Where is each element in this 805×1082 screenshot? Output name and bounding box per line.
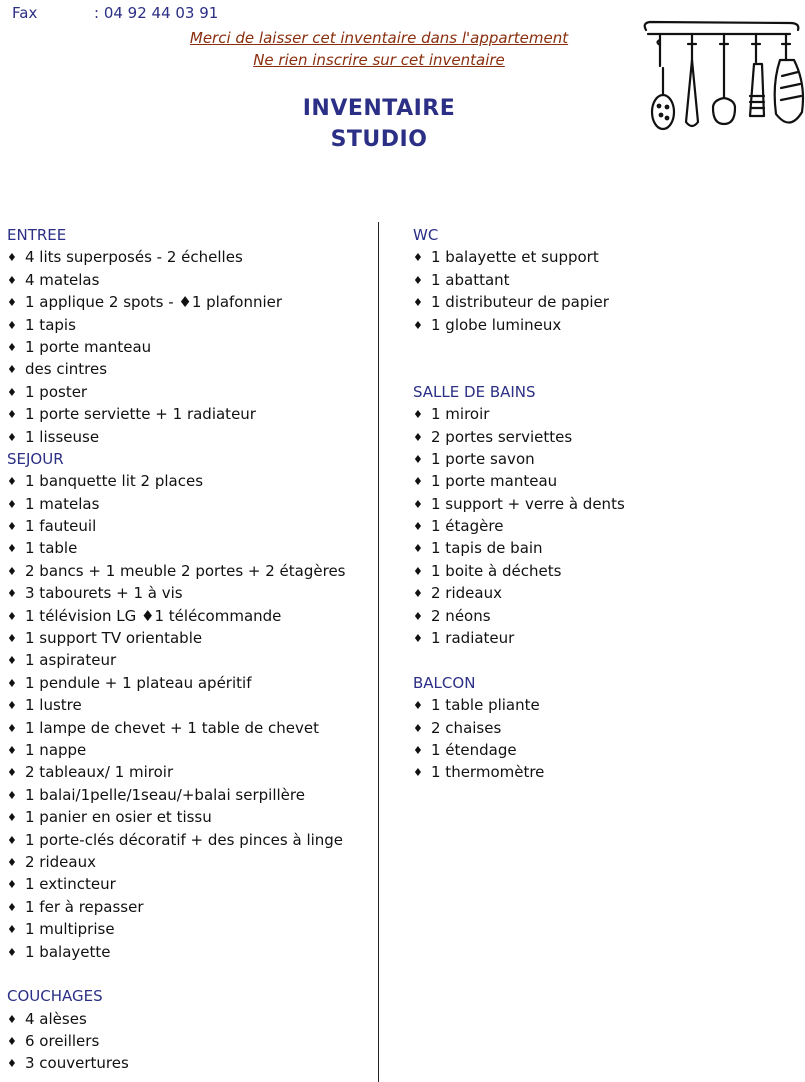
bullet-icon: ♦ [7, 385, 17, 399]
column-divider [378, 222, 379, 1082]
inventory-item-text: 1 banquette lit 2 places [25, 472, 204, 491]
section-title-balcon: BALCON [413, 673, 476, 692]
bullet-icon: ♦ [7, 520, 17, 534]
inventory-item [7, 493, 377, 515]
bullet-icon: ♦ [7, 676, 17, 690]
left-column [7, 224, 377, 1075]
bullet-icon: ♦ [413, 766, 423, 780]
inventory-item [7, 269, 377, 291]
bullet-icon: ♦ [7, 788, 17, 802]
inventory-item [413, 448, 803, 470]
inventory-item [413, 291, 803, 313]
inventory-item-text: 1 miroir [431, 405, 490, 424]
inventory-item-text: 1 multiprise [25, 920, 115, 939]
inventory-item-text: 1 pendule + 1 plateau apéritif [25, 673, 252, 692]
bullet-icon: ♦ [7, 1057, 17, 1071]
inventory-item [7, 896, 377, 918]
inventory-item [413, 493, 803, 515]
bullet-icon: ♦ [7, 721, 17, 735]
inventory-item-text: 1 fauteuil [25, 517, 97, 536]
inventory-item [7, 560, 377, 582]
page-title: INVENTAIRE [302, 96, 456, 121]
bullet-icon: ♦ [7, 497, 17, 511]
inventory-item [7, 672, 377, 694]
inventory-item [413, 426, 803, 448]
inventory-item-text: 1 lisseuse [25, 427, 100, 446]
fax-number: : 04 92 44 03 91 [94, 4, 219, 22]
inventory-item-text: 1 table pliante [431, 696, 540, 715]
section-items-salle-de-bains [413, 403, 803, 649]
inventory-item-text: 3 couvertures [25, 1054, 129, 1073]
kitchen-utensils-icon [640, 14, 805, 136]
bullet-icon: ♦ [7, 699, 17, 713]
bullet-icon: ♦ [7, 251, 17, 265]
inventory-item-text: 1 distributeur de papier [431, 293, 609, 312]
bullet-icon: ♦ [413, 721, 423, 735]
section-items-balcon [413, 694, 803, 784]
section-title-wc: WC [413, 226, 439, 244]
inventory-item [7, 717, 377, 739]
bullet-icon: ♦ [7, 542, 17, 556]
notice-do-not-write: Ne rien inscrire sur cet inventaire [253, 51, 505, 69]
bullet-icon: ♦ [7, 609, 17, 623]
bullet-icon: ♦ [7, 766, 17, 780]
inventory-item [413, 470, 803, 492]
inventory-item-text: des cintres [25, 360, 108, 379]
bullet-icon: ♦ [7, 430, 17, 444]
inventory-item [7, 426, 377, 448]
bullet-icon: ♦ [7, 587, 17, 601]
inventory-item-text: 1 poster [25, 382, 88, 401]
bullet-icon: ♦ [7, 296, 17, 310]
inventory-item [7, 918, 377, 940]
bullet-icon: ♦ [413, 430, 423, 444]
bullet-icon: ♦ [7, 318, 17, 332]
bullet-icon: ♦ [413, 542, 423, 556]
bullet-icon: ♦ [7, 743, 17, 757]
inventory-item [7, 627, 377, 649]
inventory-item-text: 1 étagère [431, 517, 504, 536]
bullet-icon: ♦ [413, 743, 423, 757]
inventory-item [7, 515, 377, 537]
bullet-icon: ♦ [413, 251, 423, 265]
bullet-icon: ♦ [7, 1035, 17, 1049]
inventory-item [7, 649, 377, 671]
inventory-item-text: 1 thermomètre [431, 763, 545, 782]
inventory-item-text: 1 balai/1pelle/1seau/+balai serpillère [25, 785, 305, 804]
inventory-item-text: 1 nappe [25, 740, 87, 759]
bullet-icon: ♦ [7, 363, 17, 377]
inventory-item-text: 1 fer à repasser [25, 897, 144, 916]
fax-label: Fax [12, 4, 38, 22]
inventory-item [413, 246, 803, 268]
section-title-couchages: COUCHAGES [7, 987, 103, 1006]
inventory-item [7, 1052, 377, 1074]
inventory-item [413, 605, 803, 627]
inventory-item-text: 2 portes serviettes [431, 427, 573, 446]
bullet-icon: ♦ [7, 564, 17, 578]
inventory-item [413, 761, 803, 783]
inventory-item [7, 336, 377, 358]
inventory-item-text: 1 porte-clés décoratif + des pinces à linge [25, 830, 344, 849]
inventory-item [7, 806, 377, 828]
inventory-item-text: 1 étendage [431, 740, 517, 759]
inventory-item-text: 3 tabourets + 1 à vis [25, 584, 183, 603]
inventory-item [7, 1030, 377, 1052]
bullet-icon: ♦ [7, 923, 17, 937]
section-gap [413, 336, 803, 358]
inventory-item [7, 873, 377, 895]
inventory-item [413, 537, 803, 559]
inventory-item [7, 403, 377, 425]
inventory-item [7, 1008, 377, 1030]
bullet-icon: ♦ [413, 273, 423, 287]
section-gap [413, 358, 803, 380]
inventory-item-text: 6 oreillers [25, 1032, 100, 1051]
inventory-item-text: 2 chaises [431, 718, 502, 737]
inventory-item-text: 1 balayette [25, 942, 111, 961]
bullet-icon: ♦ [413, 699, 423, 713]
inventory-item-text: 1 porte serviette + 1 radiateur [25, 405, 256, 424]
inventory-item [7, 246, 377, 268]
section-title-entree: ENTREE [7, 226, 67, 244]
inventory-item-text: 1 tapis de bain [431, 539, 543, 558]
inventory-item [413, 739, 803, 761]
inventory-item-text: 1 porte savon [431, 449, 535, 468]
bullet-icon: ♦ [413, 408, 423, 422]
section-title-salle-de-bains: SALLE DE BAINS [413, 382, 536, 401]
bullet-icon: ♦ [7, 654, 17, 668]
right-column [413, 224, 803, 784]
inventory-item [7, 291, 377, 313]
section-items-couchages [7, 1008, 377, 1075]
inventory-item [413, 269, 803, 291]
inventory-item [413, 403, 803, 425]
bullet-icon: ♦ [7, 1012, 17, 1026]
bullet-icon: ♦ [7, 945, 17, 959]
bullet-icon: ♦ [7, 632, 17, 646]
bullet-icon: ♦ [413, 497, 423, 511]
inventory-item-text: 2 néons [431, 606, 491, 625]
bullet-icon: ♦ [7, 811, 17, 825]
section-items-wc [413, 246, 803, 336]
inventory-item [7, 851, 377, 873]
inventory-item [413, 560, 803, 582]
inventory-item [413, 717, 803, 739]
inventory-item-text: 1 support + verre à dents [431, 494, 625, 513]
bullet-icon: ♦ [7, 340, 17, 354]
bullet-icon: ♦ [413, 296, 423, 310]
bullet-icon: ♦ [413, 520, 423, 534]
bullet-icon: ♦ [7, 408, 17, 422]
inventory-item [7, 358, 377, 380]
inventory-item-text: 4 matelas [25, 270, 100, 289]
inventory-item-text: 2 rideaux [431, 584, 502, 603]
inventory-item [7, 314, 377, 336]
bullet-icon: ♦ [413, 564, 423, 578]
inventory-item-text: 1 boite à déchets [431, 561, 562, 580]
inventory-item-text: 1 radiateur [431, 629, 515, 648]
inventory-item [413, 515, 803, 537]
bullet-icon: ♦ [413, 609, 423, 623]
inventory-item [7, 784, 377, 806]
bullet-icon: ♦ [7, 273, 17, 287]
bullet-icon: ♦ [413, 632, 423, 646]
inventory-item-text: 1 lustre [25, 696, 82, 715]
inventory-item-text: 1 porte manteau [25, 337, 152, 356]
inventory-item-text: 1 aspirateur [25, 651, 117, 670]
fax-line [12, 4, 218, 22]
bullet-icon: ♦ [413, 587, 423, 601]
section-gap [7, 963, 377, 985]
inventory-item-text: 1 matelas [25, 494, 100, 513]
section-gap [413, 649, 803, 671]
inventory-item-text: 1 panier en osier et tissu [25, 808, 212, 827]
section-items-entree [7, 246, 377, 448]
bullet-icon: ♦ [7, 878, 17, 892]
inventory-item-text: 1 applique 2 spots - ♦1 plafonnier [25, 293, 283, 312]
inventory-item [7, 739, 377, 761]
inventory-item-text: 1 table [25, 539, 78, 558]
inventory-item [7, 537, 377, 559]
bullet-icon: ♦ [413, 475, 423, 489]
inventory-item [7, 582, 377, 604]
inventory-item-text: 4 alèses [25, 1009, 87, 1028]
inventory-item [7, 941, 377, 963]
inventory-item-text: 1 lampe de chevet + 1 table de chevet [25, 718, 319, 737]
inventory-item [7, 761, 377, 783]
inventory-item-text: 1 porte manteau [431, 472, 558, 491]
inventory-item-text: 1 globe lumineux [431, 315, 562, 334]
bullet-icon: ♦ [7, 475, 17, 489]
inventory-item-text: 1 abattant [431, 270, 510, 289]
inventory-item-text: 2 bancs + 1 meuble 2 portes + 2 étagères [25, 561, 346, 580]
inventory-item [7, 694, 377, 716]
inventory-item-text: 2 rideaux [25, 852, 96, 871]
inventory-item-text: 1 balayette et support [431, 248, 599, 267]
bullet-icon: ♦ [413, 318, 423, 332]
inventory-item [413, 582, 803, 604]
bullet-icon: ♦ [413, 452, 423, 466]
section-title-sejour: SEJOUR [7, 449, 64, 468]
inventory-item-text: 2 tableaux/ 1 miroir [25, 763, 174, 782]
bullet-icon: ♦ [7, 900, 17, 914]
inventory-item-text: 1 tapis [25, 315, 76, 334]
inventory-item [413, 627, 803, 649]
inventory-item-text: 4 lits superposés - 2 échelles [25, 248, 243, 267]
inventory-item [413, 694, 803, 716]
inventory-item-text: 1 télévision LG ♦1 télécommande [25, 606, 282, 625]
inventory-item [7, 829, 377, 851]
inventory-item [7, 605, 377, 627]
inventory-item-text: 1 support TV orientable [25, 629, 203, 648]
inventory-item [413, 314, 803, 336]
page-subtitle: STUDIO [330, 127, 428, 152]
bullet-icon: ♦ [7, 855, 17, 869]
inventory-item [7, 381, 377, 403]
inventory-item-text: 1 extincteur [25, 875, 116, 894]
section-items-sejour [7, 470, 377, 963]
inventory-item [7, 470, 377, 492]
bullet-icon: ♦ [7, 833, 17, 847]
notice-leave-inventory: Merci de laisser cet inventaire dans l'appartement [189, 29, 569, 47]
